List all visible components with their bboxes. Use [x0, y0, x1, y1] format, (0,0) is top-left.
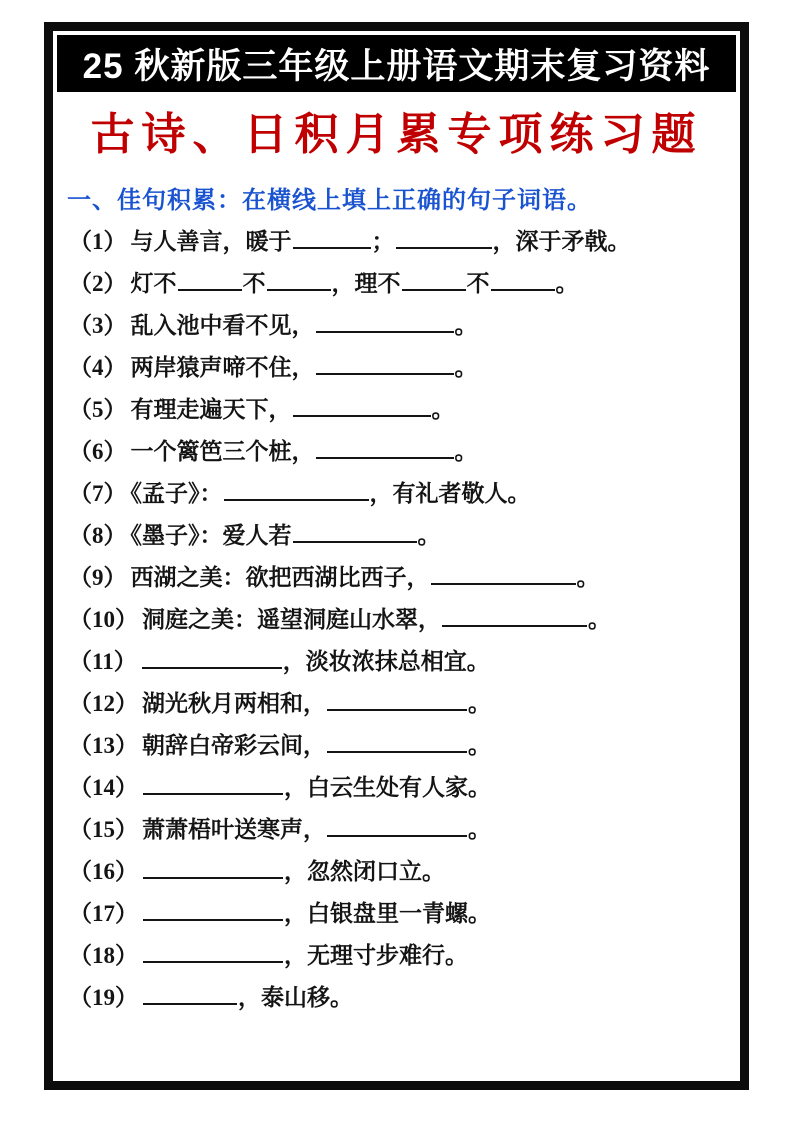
blank-line [327, 686, 467, 711]
item-text: 。 [555, 271, 579, 296]
item-text: ，无理寸步难行。 [284, 943, 468, 968]
item-number: （19） [69, 985, 138, 1010]
item-text: 朝辞白帝彩云间， [142, 733, 326, 758]
item-number: （16） [69, 859, 138, 884]
item-text: ； [371, 229, 395, 254]
list-item [69, 767, 740, 809]
blank-line [143, 938, 283, 963]
item-text: 。 [468, 817, 491, 842]
item-text: 。 [454, 439, 478, 464]
item-number: （4） [69, 355, 127, 380]
item-text: ，白云生处有人家。 [284, 775, 491, 800]
list-item [69, 347, 740, 389]
blank-line [402, 266, 466, 291]
item-text: 。 [454, 355, 478, 380]
list-item [69, 725, 740, 767]
blank-line [143, 896, 283, 921]
blank-line [431, 560, 576, 585]
blank-line [293, 224, 371, 249]
item-text: ，忽然闭口立。 [284, 859, 445, 884]
item-text: 。 [468, 733, 491, 758]
item-text: 。 [431, 397, 455, 422]
blank-line [143, 770, 283, 795]
item-number: （7） [69, 481, 127, 506]
blank-line [293, 392, 431, 417]
item-text: 乱入池中看不见， [130, 313, 315, 338]
item-text: 不 [466, 271, 490, 296]
blank-line [316, 434, 454, 459]
item-list [69, 221, 740, 1019]
item-text: 《墨子》：爱人若 [130, 523, 292, 548]
list-item [69, 473, 740, 515]
blank-line [491, 266, 555, 291]
item-text: 《孟子》： [130, 481, 223, 506]
blank-line [327, 728, 467, 753]
blank-line [327, 812, 467, 837]
list-item [69, 977, 740, 1019]
item-number: （18） [69, 943, 138, 968]
item-text: 与人善言，暖于 [130, 229, 292, 254]
item-text: 一个篱笆三个桩， [130, 439, 315, 464]
item-text: 两岸猿声啼不住， [130, 355, 315, 380]
list-item [69, 683, 740, 725]
item-text: ，深于矛戟。 [492, 229, 631, 254]
worksheet-page-frame [44, 22, 749, 1090]
item-text: ，有礼者敬人。 [369, 481, 531, 506]
blank-line [224, 476, 369, 501]
blank-line [442, 602, 587, 627]
blank-line [178, 266, 242, 291]
item-text: 洞庭之美：遥望洞庭山水翠， [142, 607, 441, 632]
item-text: 有理走遍天下， [130, 397, 292, 422]
blank-line [396, 224, 492, 249]
item-number: （9） [69, 565, 127, 590]
item-text: 。 [454, 313, 478, 338]
item-number: （12） [69, 691, 138, 716]
item-number: （11） [69, 649, 137, 674]
item-number: （6） [69, 439, 127, 464]
item-text: ，淡妆浓抹总相宜。 [282, 649, 490, 674]
header-bar [57, 35, 736, 92]
blank-line [267, 266, 331, 291]
item-number: （13） [69, 733, 138, 758]
blank-line [143, 980, 237, 1005]
item-text: 。 [588, 607, 611, 632]
item-number: （14） [69, 775, 138, 800]
list-item [69, 557, 740, 599]
blank-line [143, 854, 283, 879]
list-item [69, 851, 740, 893]
section-heading: 一、佳句积累：在横线上填上正确的句子词语。 [67, 188, 592, 214]
item-text: ，泰山移。 [238, 985, 353, 1010]
list-item [69, 515, 740, 557]
blank-line [293, 518, 417, 543]
blank-line [142, 644, 282, 669]
item-number: （5） [69, 397, 127, 422]
list-item [69, 431, 740, 473]
item-number: （17） [69, 901, 138, 926]
list-item [69, 641, 740, 683]
item-text: ，理不 [331, 271, 401, 296]
item-number: （2） [69, 271, 127, 296]
item-text: 。 [576, 565, 600, 590]
blank-line [316, 308, 454, 333]
list-item [69, 221, 740, 263]
item-text: 不 [242, 271, 266, 296]
list-item [69, 935, 740, 977]
item-text: 湖光秋月两相和， [142, 691, 326, 716]
item-number: （1） [69, 229, 127, 254]
list-item [69, 599, 740, 641]
item-text: 。 [468, 691, 491, 716]
item-number: （15） [69, 817, 138, 842]
item-text: 。 [417, 523, 441, 548]
item-text: 西湖之美：欲把西湖比西子， [130, 565, 430, 590]
list-item [69, 263, 740, 305]
list-item [69, 389, 740, 431]
item-number: （3） [69, 313, 127, 338]
item-text: 萧萧梧叶送寒声， [142, 817, 326, 842]
list-item [69, 893, 740, 935]
item-number: （10） [69, 607, 138, 632]
list-item [69, 809, 740, 851]
item-text: ，白银盘里一青螺。 [284, 901, 491, 926]
list-item [69, 305, 740, 347]
blank-line [316, 350, 454, 375]
item-number: （8） [69, 523, 127, 548]
main-title: 古诗、日积月累专项练习题 [90, 109, 703, 160]
header-title: 25 秋新版三年级上册语文期末复习资料 [82, 46, 711, 86]
item-text: 灯不 [130, 271, 177, 296]
